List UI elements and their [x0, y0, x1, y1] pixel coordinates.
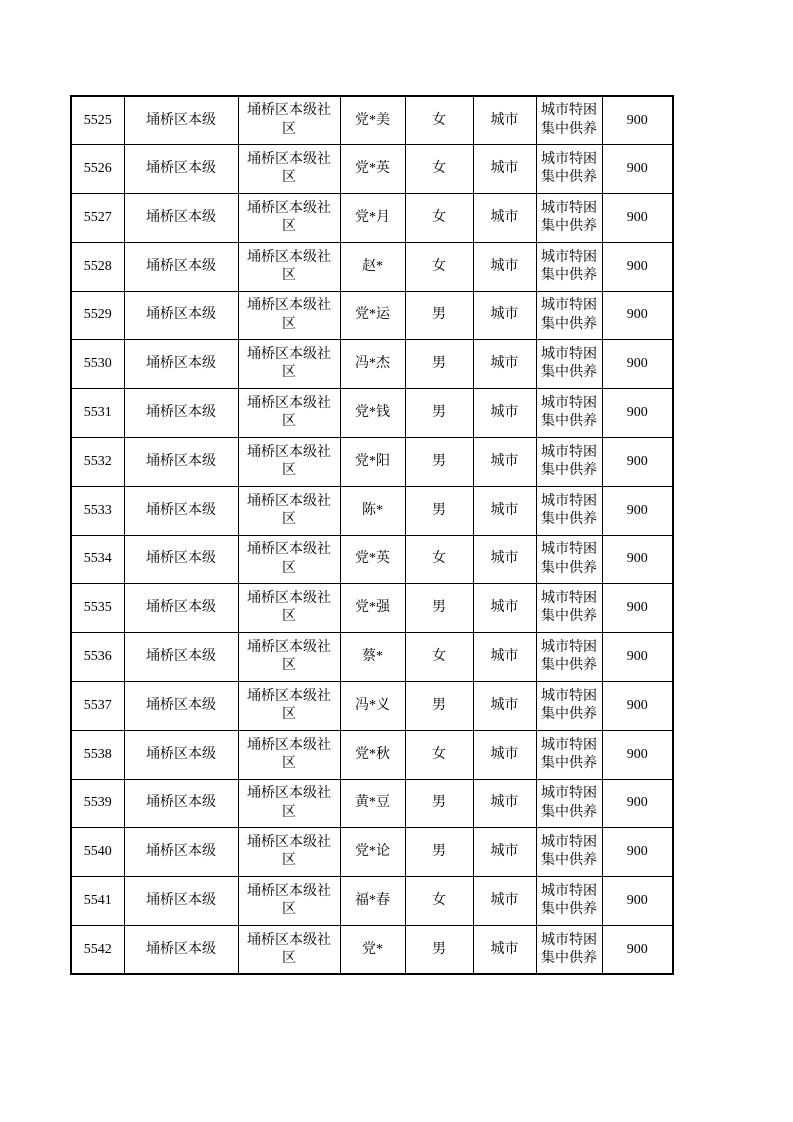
cell-amount: 900: [602, 633, 673, 682]
cell-assistance-type: 城市特困集中供养: [536, 486, 602, 535]
cell-community: 埇桥区本级社区: [238, 242, 340, 291]
cell-person-name: 党*秋: [340, 730, 405, 779]
cell-gender: 男: [405, 438, 473, 487]
cell-person-name: 党*英: [340, 145, 405, 194]
cell-person-name: 冯*义: [340, 682, 405, 731]
table-row: [71, 633, 673, 682]
cell-person-name: 赵*: [340, 242, 405, 291]
cell-district: 埇桥区本级: [124, 194, 238, 243]
table-row: [71, 828, 673, 877]
cell-row-number: 5525: [71, 96, 124, 145]
cell-row-number: 5526: [71, 145, 124, 194]
table-row: [71, 584, 673, 633]
cell-assistance-type: 城市特困集中供养: [536, 340, 602, 389]
cell-community: 埇桥区本级社区: [238, 535, 340, 584]
cell-person-name: 党*阳: [340, 438, 405, 487]
cell-district: 埇桥区本级: [124, 877, 238, 926]
cell-district: 埇桥区本级: [124, 584, 238, 633]
cell-person-name: 黄*豆: [340, 779, 405, 828]
cell-residence-type: 城市: [473, 291, 536, 340]
cell-amount: 900: [602, 242, 673, 291]
cell-residence-type: 城市: [473, 340, 536, 389]
table-row: [71, 779, 673, 828]
cell-amount: 900: [602, 682, 673, 731]
cell-person-name: 陈*: [340, 486, 405, 535]
cell-residence-type: 城市: [473, 926, 536, 975]
cell-district: 埇桥区本级: [124, 926, 238, 975]
cell-community: 埇桥区本级社区: [238, 340, 340, 389]
cell-community: 埇桥区本级社区: [238, 96, 340, 145]
cell-assistance-type: 城市特困集中供养: [536, 535, 602, 584]
cell-amount: 900: [602, 194, 673, 243]
cell-assistance-type: 城市特困集中供养: [536, 682, 602, 731]
table-row: [71, 242, 673, 291]
cell-gender: 女: [405, 877, 473, 926]
cell-person-name: 党*强: [340, 584, 405, 633]
cell-community: 埇桥区本级社区: [238, 779, 340, 828]
cell-gender: 女: [405, 242, 473, 291]
cell-district: 埇桥区本级: [124, 535, 238, 584]
cell-row-number: 5542: [71, 926, 124, 975]
table-row: [71, 291, 673, 340]
cell-amount: 900: [602, 926, 673, 975]
cell-community: 埇桥区本级社区: [238, 584, 340, 633]
cell-amount: 900: [602, 486, 673, 535]
cell-assistance-type: 城市特困集中供养: [536, 291, 602, 340]
cell-amount: 900: [602, 340, 673, 389]
cell-community: 埇桥区本级社区: [238, 926, 340, 975]
cell-row-number: 5536: [71, 633, 124, 682]
cell-district: 埇桥区本级: [124, 779, 238, 828]
cell-person-name: 党*美: [340, 96, 405, 145]
cell-residence-type: 城市: [473, 682, 536, 731]
cell-gender: 女: [405, 730, 473, 779]
cell-residence-type: 城市: [473, 389, 536, 438]
cell-community: 埇桥区本级社区: [238, 682, 340, 731]
table-row: [71, 682, 673, 731]
cell-person-name: 党*钱: [340, 389, 405, 438]
cell-assistance-type: 城市特困集中供养: [536, 828, 602, 877]
cell-community: 埇桥区本级社区: [238, 486, 340, 535]
table-row: [71, 535, 673, 584]
cell-amount: 900: [602, 389, 673, 438]
cell-assistance-type: 城市特困集中供养: [536, 926, 602, 975]
cell-gender: 女: [405, 633, 473, 682]
cell-residence-type: 城市: [473, 584, 536, 633]
cell-residence-type: 城市: [473, 730, 536, 779]
table-row: [71, 389, 673, 438]
table-row: [71, 145, 673, 194]
cell-amount: 900: [602, 438, 673, 487]
cell-person-name: 党*月: [340, 194, 405, 243]
cell-assistance-type: 城市特困集中供养: [536, 145, 602, 194]
cell-district: 埇桥区本级: [124, 486, 238, 535]
cell-district: 埇桥区本级: [124, 828, 238, 877]
cell-residence-type: 城市: [473, 242, 536, 291]
cell-person-name: 党*运: [340, 291, 405, 340]
cell-residence-type: 城市: [473, 828, 536, 877]
cell-assistance-type: 城市特困集中供养: [536, 194, 602, 243]
cell-amount: 900: [602, 535, 673, 584]
cell-gender: 男: [405, 926, 473, 975]
cell-community: 埇桥区本级社区: [238, 389, 340, 438]
cell-person-name: 冯*杰: [340, 340, 405, 389]
cell-gender: 男: [405, 828, 473, 877]
cell-gender: 女: [405, 535, 473, 584]
cell-amount: 900: [602, 730, 673, 779]
cell-residence-type: 城市: [473, 194, 536, 243]
cell-community: 埇桥区本级社区: [238, 291, 340, 340]
cell-district: 埇桥区本级: [124, 291, 238, 340]
cell-community: 埇桥区本级社区: [238, 438, 340, 487]
cell-amount: 900: [602, 779, 673, 828]
cell-person-name: 党*英: [340, 535, 405, 584]
cell-row-number: 5537: [71, 682, 124, 731]
cell-assistance-type: 城市特困集中供养: [536, 389, 602, 438]
table-row: [71, 194, 673, 243]
cell-person-name: 党*论: [340, 828, 405, 877]
cell-district: 埇桥区本级: [124, 438, 238, 487]
cell-assistance-type: 城市特困集中供养: [536, 779, 602, 828]
cell-gender: 男: [405, 340, 473, 389]
table-row: [71, 340, 673, 389]
cell-row-number: 5527: [71, 194, 124, 243]
cell-gender: 男: [405, 291, 473, 340]
cell-row-number: 5533: [71, 486, 124, 535]
cell-district: 埇桥区本级: [124, 96, 238, 145]
cell-community: 埇桥区本级社区: [238, 877, 340, 926]
cell-assistance-type: 城市特困集中供养: [536, 96, 602, 145]
benefit-table: [70, 95, 674, 975]
cell-residence-type: 城市: [473, 438, 536, 487]
cell-amount: 900: [602, 291, 673, 340]
cell-district: 埇桥区本级: [124, 145, 238, 194]
cell-person-name: 党*: [340, 926, 405, 975]
cell-row-number: 5541: [71, 877, 124, 926]
cell-amount: 900: [602, 145, 673, 194]
cell-row-number: 5538: [71, 730, 124, 779]
cell-residence-type: 城市: [473, 145, 536, 194]
cell-community: 埇桥区本级社区: [238, 194, 340, 243]
cell-community: 埇桥区本级社区: [238, 828, 340, 877]
cell-gender: 女: [405, 145, 473, 194]
cell-assistance-type: 城市特困集中供养: [536, 633, 602, 682]
table-row: [71, 877, 673, 926]
cell-residence-type: 城市: [473, 486, 536, 535]
cell-person-name: 蔡*: [340, 633, 405, 682]
cell-row-number: 5531: [71, 389, 124, 438]
cell-gender: 男: [405, 584, 473, 633]
cell-community: 埇桥区本级社区: [238, 145, 340, 194]
cell-residence-type: 城市: [473, 877, 536, 926]
table-row: [71, 730, 673, 779]
cell-gender: 男: [405, 486, 473, 535]
cell-residence-type: 城市: [473, 779, 536, 828]
cell-residence-type: 城市: [473, 96, 536, 145]
cell-community: 埇桥区本级社区: [238, 633, 340, 682]
cell-row-number: 5540: [71, 828, 124, 877]
cell-district: 埇桥区本级: [124, 340, 238, 389]
table-row: [71, 486, 673, 535]
cell-assistance-type: 城市特困集中供养: [536, 242, 602, 291]
cell-amount: 900: [602, 877, 673, 926]
cell-assistance-type: 城市特困集中供养: [536, 730, 602, 779]
cell-gender: 女: [405, 194, 473, 243]
cell-row-number: 5539: [71, 779, 124, 828]
cell-row-number: 5529: [71, 291, 124, 340]
cell-row-number: 5530: [71, 340, 124, 389]
cell-assistance-type: 城市特困集中供养: [536, 584, 602, 633]
cell-row-number: 5535: [71, 584, 124, 633]
table-row: [71, 438, 673, 487]
cell-district: 埇桥区本级: [124, 242, 238, 291]
cell-assistance-type: 城市特困集中供养: [536, 438, 602, 487]
cell-gender: 男: [405, 682, 473, 731]
table-row: [71, 926, 673, 975]
cell-district: 埇桥区本级: [124, 682, 238, 731]
cell-assistance-type: 城市特困集中供养: [536, 877, 602, 926]
cell-amount: 900: [602, 828, 673, 877]
cell-amount: 900: [602, 96, 673, 145]
cell-row-number: 5534: [71, 535, 124, 584]
cell-gender: 女: [405, 96, 473, 145]
cell-person-name: 福*春: [340, 877, 405, 926]
cell-row-number: 5532: [71, 438, 124, 487]
cell-gender: 男: [405, 389, 473, 438]
cell-residence-type: 城市: [473, 633, 536, 682]
table-row: [71, 96, 673, 145]
cell-district: 埇桥区本级: [124, 730, 238, 779]
cell-district: 埇桥区本级: [124, 633, 238, 682]
cell-district: 埇桥区本级: [124, 389, 238, 438]
cell-residence-type: 城市: [473, 535, 536, 584]
cell-community: 埇桥区本级社区: [238, 730, 340, 779]
cell-gender: 男: [405, 779, 473, 828]
cell-amount: 900: [602, 584, 673, 633]
cell-row-number: 5528: [71, 242, 124, 291]
